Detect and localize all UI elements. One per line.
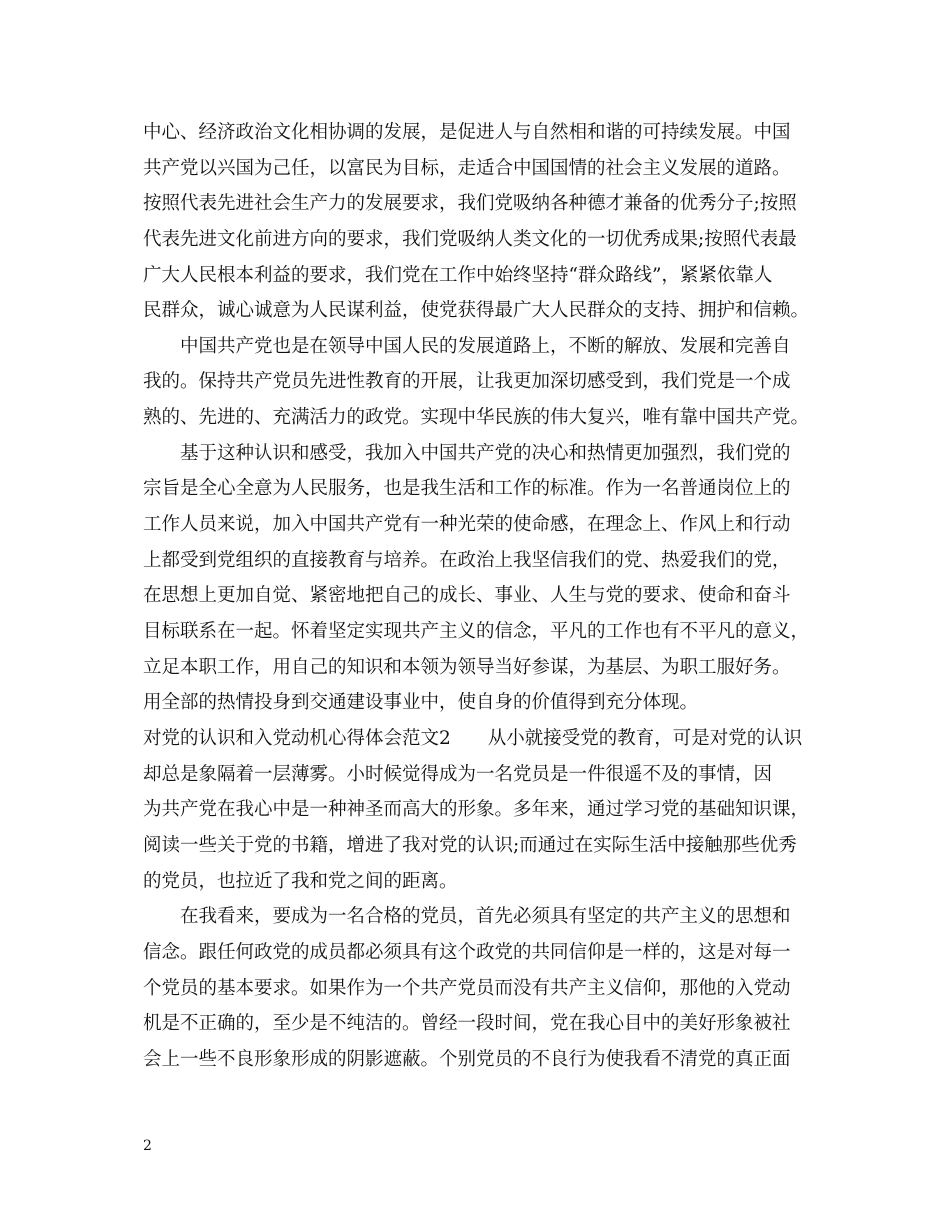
page-number: 2 xyxy=(143,1138,152,1154)
text-line: 对党的认识和入党动机心得体会范文2 从小就接受党的教育，可是对党的认识 xyxy=(143,728,803,749)
text-line: 按照代表先进社会生产力的发展要求，我们党吸纳各种德才兼备的优秀分子;按照 xyxy=(143,193,797,214)
text-line: 基于这种认识和感受，我加入中国共产党的决心和热情更加强烈，我们党的 xyxy=(143,443,791,464)
text-line: 熟的、先进的、充满活力的政党。实现中华民族的伟大复兴，唯有靠中国共产党。 xyxy=(143,407,810,428)
text-line: 机是不正确的，至少是不纯洁的。曾经一段时间，党在我心目中的美好形象被社 xyxy=(143,1013,791,1034)
text-line: 目标联系在一起。怀着坚定实现共产主义的信念，平凡的工作也有不平凡的意义， xyxy=(143,621,810,642)
text-line: 信念。跟任何政党的成员都必须具有这个政党的共同信仰是一样的，这是对每一 xyxy=(143,942,791,963)
text-line: 个党员的基本要求。如果作为一个共产党员而没有共产主义信仰，那他的入党动 xyxy=(143,978,791,999)
text-line: 中心、经济政治文化相协调的发展，是促进人与自然相和谐的可持续发展。中国 xyxy=(143,122,791,143)
text-line: 上都受到党组织的直接教育与培养。在政治上我坚信我们的党、热爱我们的党， xyxy=(143,550,791,571)
text-line: 共产党以兴国为己任，以富民为目标，走适合中国国情的社会主义发展的道路。 xyxy=(143,158,791,179)
text-line: 宗旨是全心全意为人民服务，也是我生活和工作的标准。作为一名普通岗位上的 xyxy=(143,478,791,499)
text-line: 我的。保持共产党员先进性教育的开展，让我更加深切感受到，我们党是一个成 xyxy=(143,371,791,392)
text-line: 在思想上更加自觉、紧密地把自己的成长、事业、人生与党的要求、使命和奋斗 xyxy=(143,585,791,606)
text-line: 广大人民根本利益的要求，我们党在工作中始终坚持“群众路线”，紧紧依靠人 xyxy=(143,265,773,286)
text-line: 立足本职工作，用自己的知识和本领为领导当好参谋，为基层、为职工服好务。 xyxy=(143,657,791,678)
text-line: 的党员，也拉近了我和党之间的距离。 xyxy=(143,871,458,892)
text-line: 会上一些不良形象形成的阴影遮蔽。个别党员的不良行为使我看不清党的真正面 xyxy=(143,1049,791,1070)
text-line: 阅读一些关于党的书籍，增进了我对党的认识;而通过在实际生活中接触那些优秀 xyxy=(143,835,797,856)
text-line: 为共产党在我心中是一种神圣而高大的形象。多年来，通过学习党的基础知识课， xyxy=(143,799,810,820)
text-line: 用全部的热情投身到交通建设事业中，使自身的价值得到充分体现。 xyxy=(143,692,699,713)
text-line: 民群众，诚心诚意为人民谋利益，使党获得最广大人民群众的支持、拥护和信赖。 xyxy=(143,300,810,321)
text-line: 代表先进文化前进方向的要求，我们党吸纳人类文化的一切优秀成果;按照代表最 xyxy=(143,229,797,250)
text-line: 在我看来，要成为一名合格的党员，首先必须具有坚定的共产主义的思想和 xyxy=(143,906,791,927)
text-line: 工作人员来说，加入中国共产党有一种光荣的使命感，在理念上、作风上和行动 xyxy=(143,514,791,535)
text-line: 却总是象隔着一层薄雾。小时候觉得成为一名党员是一件很遥不及的事情，因 xyxy=(143,764,773,785)
text-line: 中国共产党也是在领导中国人民的发展道路上，不断的解放、发展和完善自 xyxy=(143,336,791,357)
